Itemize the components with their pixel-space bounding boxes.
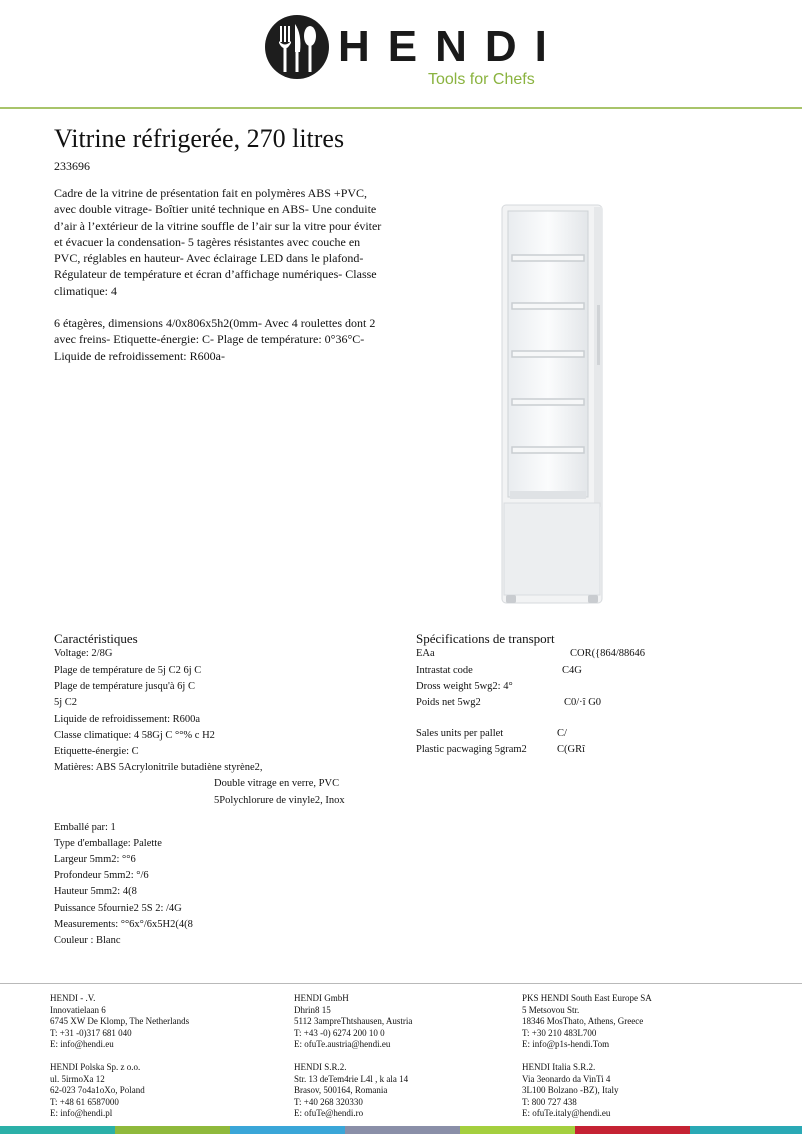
footer-color-segment [690, 1126, 802, 1134]
office-line: 3L100 Bolzano -BZ), Italy [522, 1085, 619, 1095]
office-line: E: ofuTe.austria@hendi.eu [294, 1039, 391, 1049]
characteristic-row: Profondeur 5mm2: °/6 [54, 870, 149, 881]
office-address [294, 993, 412, 1051]
office-address [522, 1062, 618, 1120]
refrigerated-display-case-image [490, 195, 615, 615]
office-address [50, 993, 189, 1051]
characteristic-row: Plage de température jusqu'à 6j C [54, 681, 195, 692]
characteristic-row: Type d'emballage: Palette [54, 838, 162, 849]
footer-color-segment [575, 1126, 690, 1134]
office-line: HENDI S.R.2. [294, 1062, 347, 1072]
office-line: T: 800 727 438 [522, 1096, 577, 1107]
characteristic-row: 5Polychlorure de vinyle2, Inox [214, 795, 345, 806]
office-line: 18346 MosThato, Athens, Greece [522, 1016, 644, 1026]
office-line: E: info@hendi.pl [50, 1108, 113, 1118]
description-paragraph: 6 étagères, dimensions 4/0x806x5h2(0mm- Avec 4 roulettes dont 2 avec freins- Etiquette-énergie: C- Plage de température: 0°36°C- Liquide de refroidissement: R600a- [54, 316, 376, 363]
office-line: E: ofuTe.italy@hendi.eu [522, 1108, 611, 1118]
fork-knife-spoon-logo-icon [262, 12, 332, 82]
characteristic-row: Plage de température de 5j C2 6j C [54, 665, 202, 676]
office-line: T: +40 268 320330 [294, 1096, 363, 1107]
office-line: Via 3eonardo da VinTi 4 [522, 1073, 611, 1084]
office-line: 62-023 7o4a1oXo, Poland [50, 1085, 145, 1095]
office-address [50, 1062, 145, 1120]
office-line: E: ofuTe@hendi.ro [294, 1108, 364, 1118]
header-divider [0, 107, 802, 109]
office-line: HENDI Italia S.R.2. [522, 1062, 596, 1072]
office-line: E: info@p1s-hendi.Tom [522, 1039, 610, 1049]
office-line: Dhrin8 15 [294, 1004, 331, 1015]
office-line: Brasov, 500164, Romania [294, 1085, 388, 1095]
transport-label: Dross weight 5wg2: 4° [416, 681, 513, 692]
description-paragraph: Cadre de la vitrine de présentation fait en polymères ABS +PVC, avec double vitrage- Boîtier unité technique en ABS- Une conduite d’air à l’extérieur de la vitrine souffle de l’air sur la vitre pour éviter et évacuer la condensation- 5 tagères résistantes avec couche en PVC, réglables en hauteur- Avec éclairage LED dans le plafond- Régulateur de température et écran d’affichage numériques- Classe climatique: 4 [54, 186, 382, 298]
office-line: Innovatielaan 6 [50, 1004, 106, 1015]
page-title: Vitrine réfrigerée, 270 litres [54, 124, 345, 153]
office-line: PKS HENDI South East Europe SA [522, 993, 652, 1003]
characteristic-row: Emballé par: 1 [54, 822, 116, 833]
footer-color-segment [345, 1126, 460, 1134]
footer-color-segment [460, 1126, 575, 1134]
product-description [54, 185, 384, 364]
characteristic-row: Largeur 5mm2: °°6 [54, 854, 136, 865]
transport-value: COR({864/88646 [570, 648, 646, 659]
characteristic-row: Double vitrage en verre, PVC [214, 778, 340, 789]
office-line: 6745 XW De Klomp, The Netherlands [50, 1016, 190, 1026]
footer-divider [0, 983, 802, 984]
footer-color-segment [0, 1126, 115, 1134]
office-line: HENDI Polska Sp. z o.o. [50, 1062, 141, 1072]
footer-color-segment [230, 1126, 345, 1134]
characteristic-row: 5j C2 [54, 697, 78, 708]
product-sku: 233696 [54, 159, 90, 173]
office-line: E: info@hendi.eu [50, 1039, 114, 1049]
transport-title: Spécifications de transport [416, 631, 555, 646]
office-line: HENDI - .V. [50, 993, 96, 1003]
characteristic-row: Classe climatique: 4 58Gj C °°% c H2 [54, 730, 215, 741]
transport-label: EAa [416, 648, 435, 659]
characteristic-row: Etiquette-énergie: C [54, 746, 139, 757]
characteristic-row: Measurements: °°6x°/6x5H2(4(8 [54, 919, 193, 930]
transport-label: Plastic pacwaging 5gram2 [416, 744, 527, 755]
office-line: T: +48 61 6587000 [50, 1096, 119, 1107]
brand-tagline: Tools for Chefs [428, 71, 535, 88]
characteristic-row: Voltage: 2/8G [54, 648, 113, 659]
transport-label: Sales units per pallet [416, 728, 504, 739]
characteristic-row: Couleur : Blanc [54, 935, 121, 946]
office-line: T: +30 210 483L700 [522, 1027, 597, 1038]
transport-value: C0/·î G0 [564, 697, 602, 708]
office-line: Str. 13 deTem4rie L4l , k ala 14 [294, 1073, 409, 1084]
office-line: 5112 3ampreThtshausen, Austria [294, 1016, 413, 1026]
transport-label: Poids net 5wg2 [416, 697, 481, 708]
transport-value: C4G [562, 665, 582, 676]
brand-name: HENDI [338, 22, 565, 71]
characteristic-row: Matières: ABS 5Acrylonitrile butadiène styrène2, [54, 762, 263, 773]
transport-value: C/ [557, 728, 567, 739]
office-line: 5 Metsovou Str. [522, 1004, 580, 1015]
footer-color-segment [115, 1126, 230, 1134]
office-address [294, 1062, 408, 1120]
transport-label: Intrastat code [416, 665, 473, 676]
office-line: T: +43 -0) 6274 200 10 0 [294, 1027, 385, 1038]
display-case-drawing [490, 195, 615, 615]
characteristic-row: Liquide de refroidissement: R600a [54, 714, 201, 725]
office-address [522, 993, 652, 1051]
office-line: T: +31 -0)317 681 040 [50, 1027, 132, 1038]
characteristic-row: Hauteur 5mm2: 4(8 [54, 886, 137, 897]
characteristic-row: Puissance 5fournie2 5S 2: /4G [54, 903, 182, 914]
office-line: HENDI GmbH [294, 993, 349, 1003]
transport-value: C(GRî [557, 744, 586, 755]
office-line: ul. 5irmoXa 12 [50, 1073, 105, 1084]
characteristics-title: Caractéristiques [54, 631, 138, 646]
